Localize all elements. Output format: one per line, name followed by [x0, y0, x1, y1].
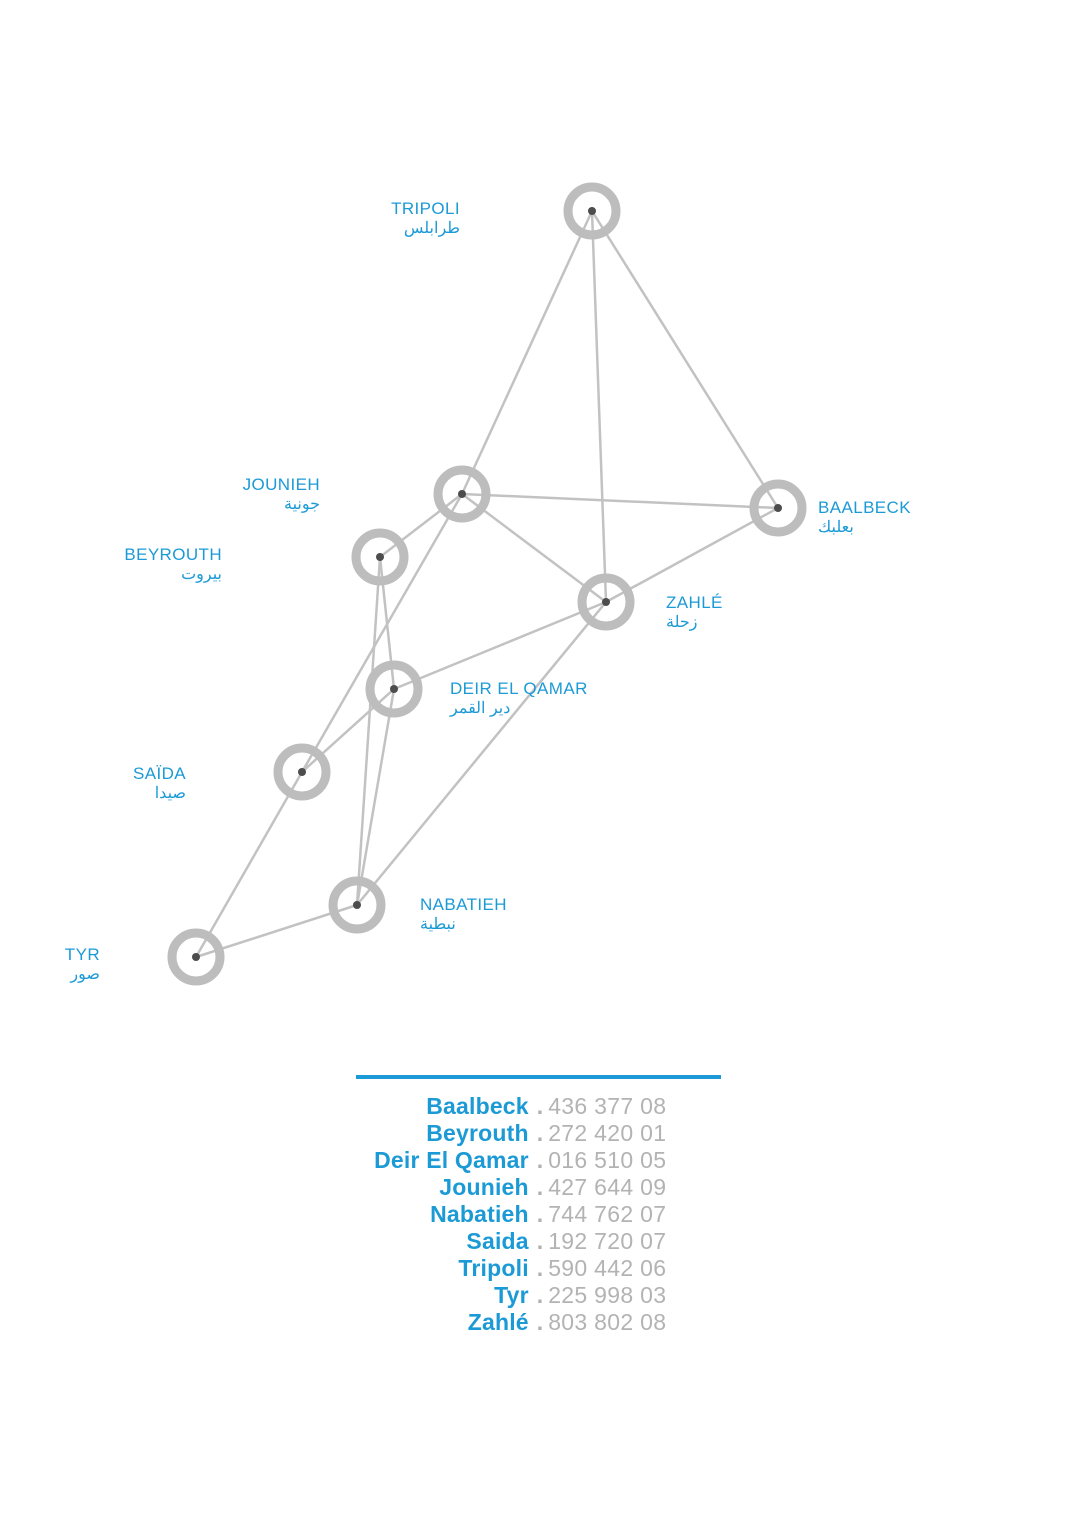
map-label-latin-deir_el_qamar: DEIR EL QAMAR	[450, 679, 588, 698]
contact-number[interactable]: 225 998 03	[548, 1282, 667, 1308]
contact-row	[0, 1309, 1077, 1336]
map-label-deir_el_qamar	[450, 680, 588, 717]
contacts-divider	[356, 1075, 721, 1079]
map-label-latin-tripoli: TRIPOLI	[391, 199, 460, 218]
contact-city: Deir El Qamar	[374, 1147, 529, 1173]
network-link	[302, 689, 394, 772]
contact-separator: .	[536, 1147, 544, 1173]
network-link	[394, 602, 606, 689]
network-link	[357, 689, 394, 905]
contact-number[interactable]: 436 377 08	[548, 1093, 667, 1119]
map-node-dot-tripoli[interactable]	[588, 207, 596, 215]
contacts-list	[0, 1093, 1077, 1336]
map-node-dot-nabatieh[interactable]	[353, 901, 361, 909]
network-link	[196, 772, 302, 957]
contact-city: Nabatieh	[430, 1201, 529, 1227]
network-link	[592, 211, 778, 508]
contact-number[interactable]: 590 442 06	[548, 1255, 667, 1281]
contact-separator: .	[536, 1309, 544, 1335]
contacts-section	[0, 1075, 1077, 1336]
contact-row	[0, 1282, 1077, 1309]
map-label-saida	[133, 765, 186, 802]
map-label-tyr	[65, 946, 100, 983]
map-label-latin-zahle: ZAHLÉ	[666, 593, 723, 612]
contact-number[interactable]: 803 802 08	[548, 1309, 667, 1335]
contact-row	[0, 1228, 1077, 1255]
contact-city: Tyr	[494, 1282, 529, 1308]
contact-row	[0, 1093, 1077, 1120]
network-link	[606, 508, 778, 602]
map-label-baalbeck	[818, 499, 911, 536]
contact-city: Baalbeck	[426, 1093, 529, 1119]
map-label-arabic-zahle: زحلة	[666, 613, 698, 631]
contact-separator: .	[536, 1120, 544, 1146]
map-node-dot-jounieh[interactable]	[458, 490, 466, 498]
map-label-latin-tyr: TYR	[64, 945, 100, 964]
map-label-arabic-beyrouth: بيروت	[181, 565, 222, 583]
contact-separator: .	[536, 1255, 544, 1281]
map-node-dot-saida[interactable]	[298, 768, 306, 776]
contact-row	[0, 1120, 1077, 1147]
map-label-latin-beyrouth: BEYROUTH	[124, 545, 222, 564]
contact-number[interactable]: 427 644 09	[548, 1174, 667, 1200]
map-label-arabic-nabatieh: نبطية	[420, 915, 456, 933]
contact-separator: .	[536, 1201, 544, 1227]
contact-city: Beyrouth	[426, 1120, 529, 1146]
contact-city: Saida	[466, 1228, 529, 1254]
contact-city: Zahlé	[467, 1309, 529, 1335]
contact-city: Jounieh	[439, 1174, 529, 1200]
contact-number[interactable]: 272 420 01	[548, 1120, 667, 1146]
map-label-latin-nabatieh: NABATIEH	[420, 895, 507, 914]
contact-separator: .	[536, 1282, 544, 1308]
map-node-dot-zahle[interactable]	[602, 598, 610, 606]
map-label-arabic-baalbeck: بعلبك	[818, 518, 854, 536]
map-node-dot-beyrouth[interactable]	[376, 553, 384, 561]
map-node-dot-baalbeck[interactable]	[774, 504, 782, 512]
map-label-latin-baalbeck: BAALBECK	[818, 498, 911, 517]
contact-number[interactable]: 192 720 07	[548, 1228, 667, 1254]
contact-number[interactable]: 744 762 07	[548, 1201, 667, 1227]
map-label-beyrouth	[124, 546, 222, 583]
map-node-dot-tyr[interactable]	[192, 953, 200, 961]
network-link	[380, 494, 462, 557]
map-label-arabic-jounieh: جونية	[283, 495, 320, 513]
map-label-tripoli	[391, 200, 460, 237]
map-label-arabic-tripoli: طرابلس	[403, 219, 460, 237]
contact-separator: .	[536, 1228, 544, 1254]
network-link	[462, 211, 592, 494]
contact-city: Tripoli	[458, 1255, 529, 1281]
contact-separator: .	[536, 1093, 544, 1119]
network-link	[357, 557, 380, 905]
network-link	[357, 602, 606, 905]
map-label-jounieh	[243, 476, 320, 513]
map-label-latin-saida: SAÏDA	[132, 764, 186, 783]
contact-row	[0, 1174, 1077, 1201]
contact-row	[0, 1255, 1077, 1282]
map-label-arabic-saida: صيدا	[154, 784, 186, 802]
map-label-nabatieh	[420, 896, 507, 933]
map-label-arabic-tyr: صور	[70, 965, 100, 983]
map-node-dot-deir_el_qamar[interactable]	[390, 685, 398, 693]
map-label-arabic-deir_el_qamar: دير القمر	[450, 699, 511, 717]
map-label-latin-jounieh: JOUNIEH	[242, 475, 320, 494]
contact-row	[0, 1147, 1077, 1174]
contact-row	[0, 1201, 1077, 1228]
network-link	[462, 494, 778, 508]
contact-separator: .	[536, 1174, 544, 1200]
contact-number[interactable]: 016 510 05	[548, 1147, 667, 1173]
map-label-zahle	[666, 594, 723, 631]
network-link	[592, 211, 606, 602]
